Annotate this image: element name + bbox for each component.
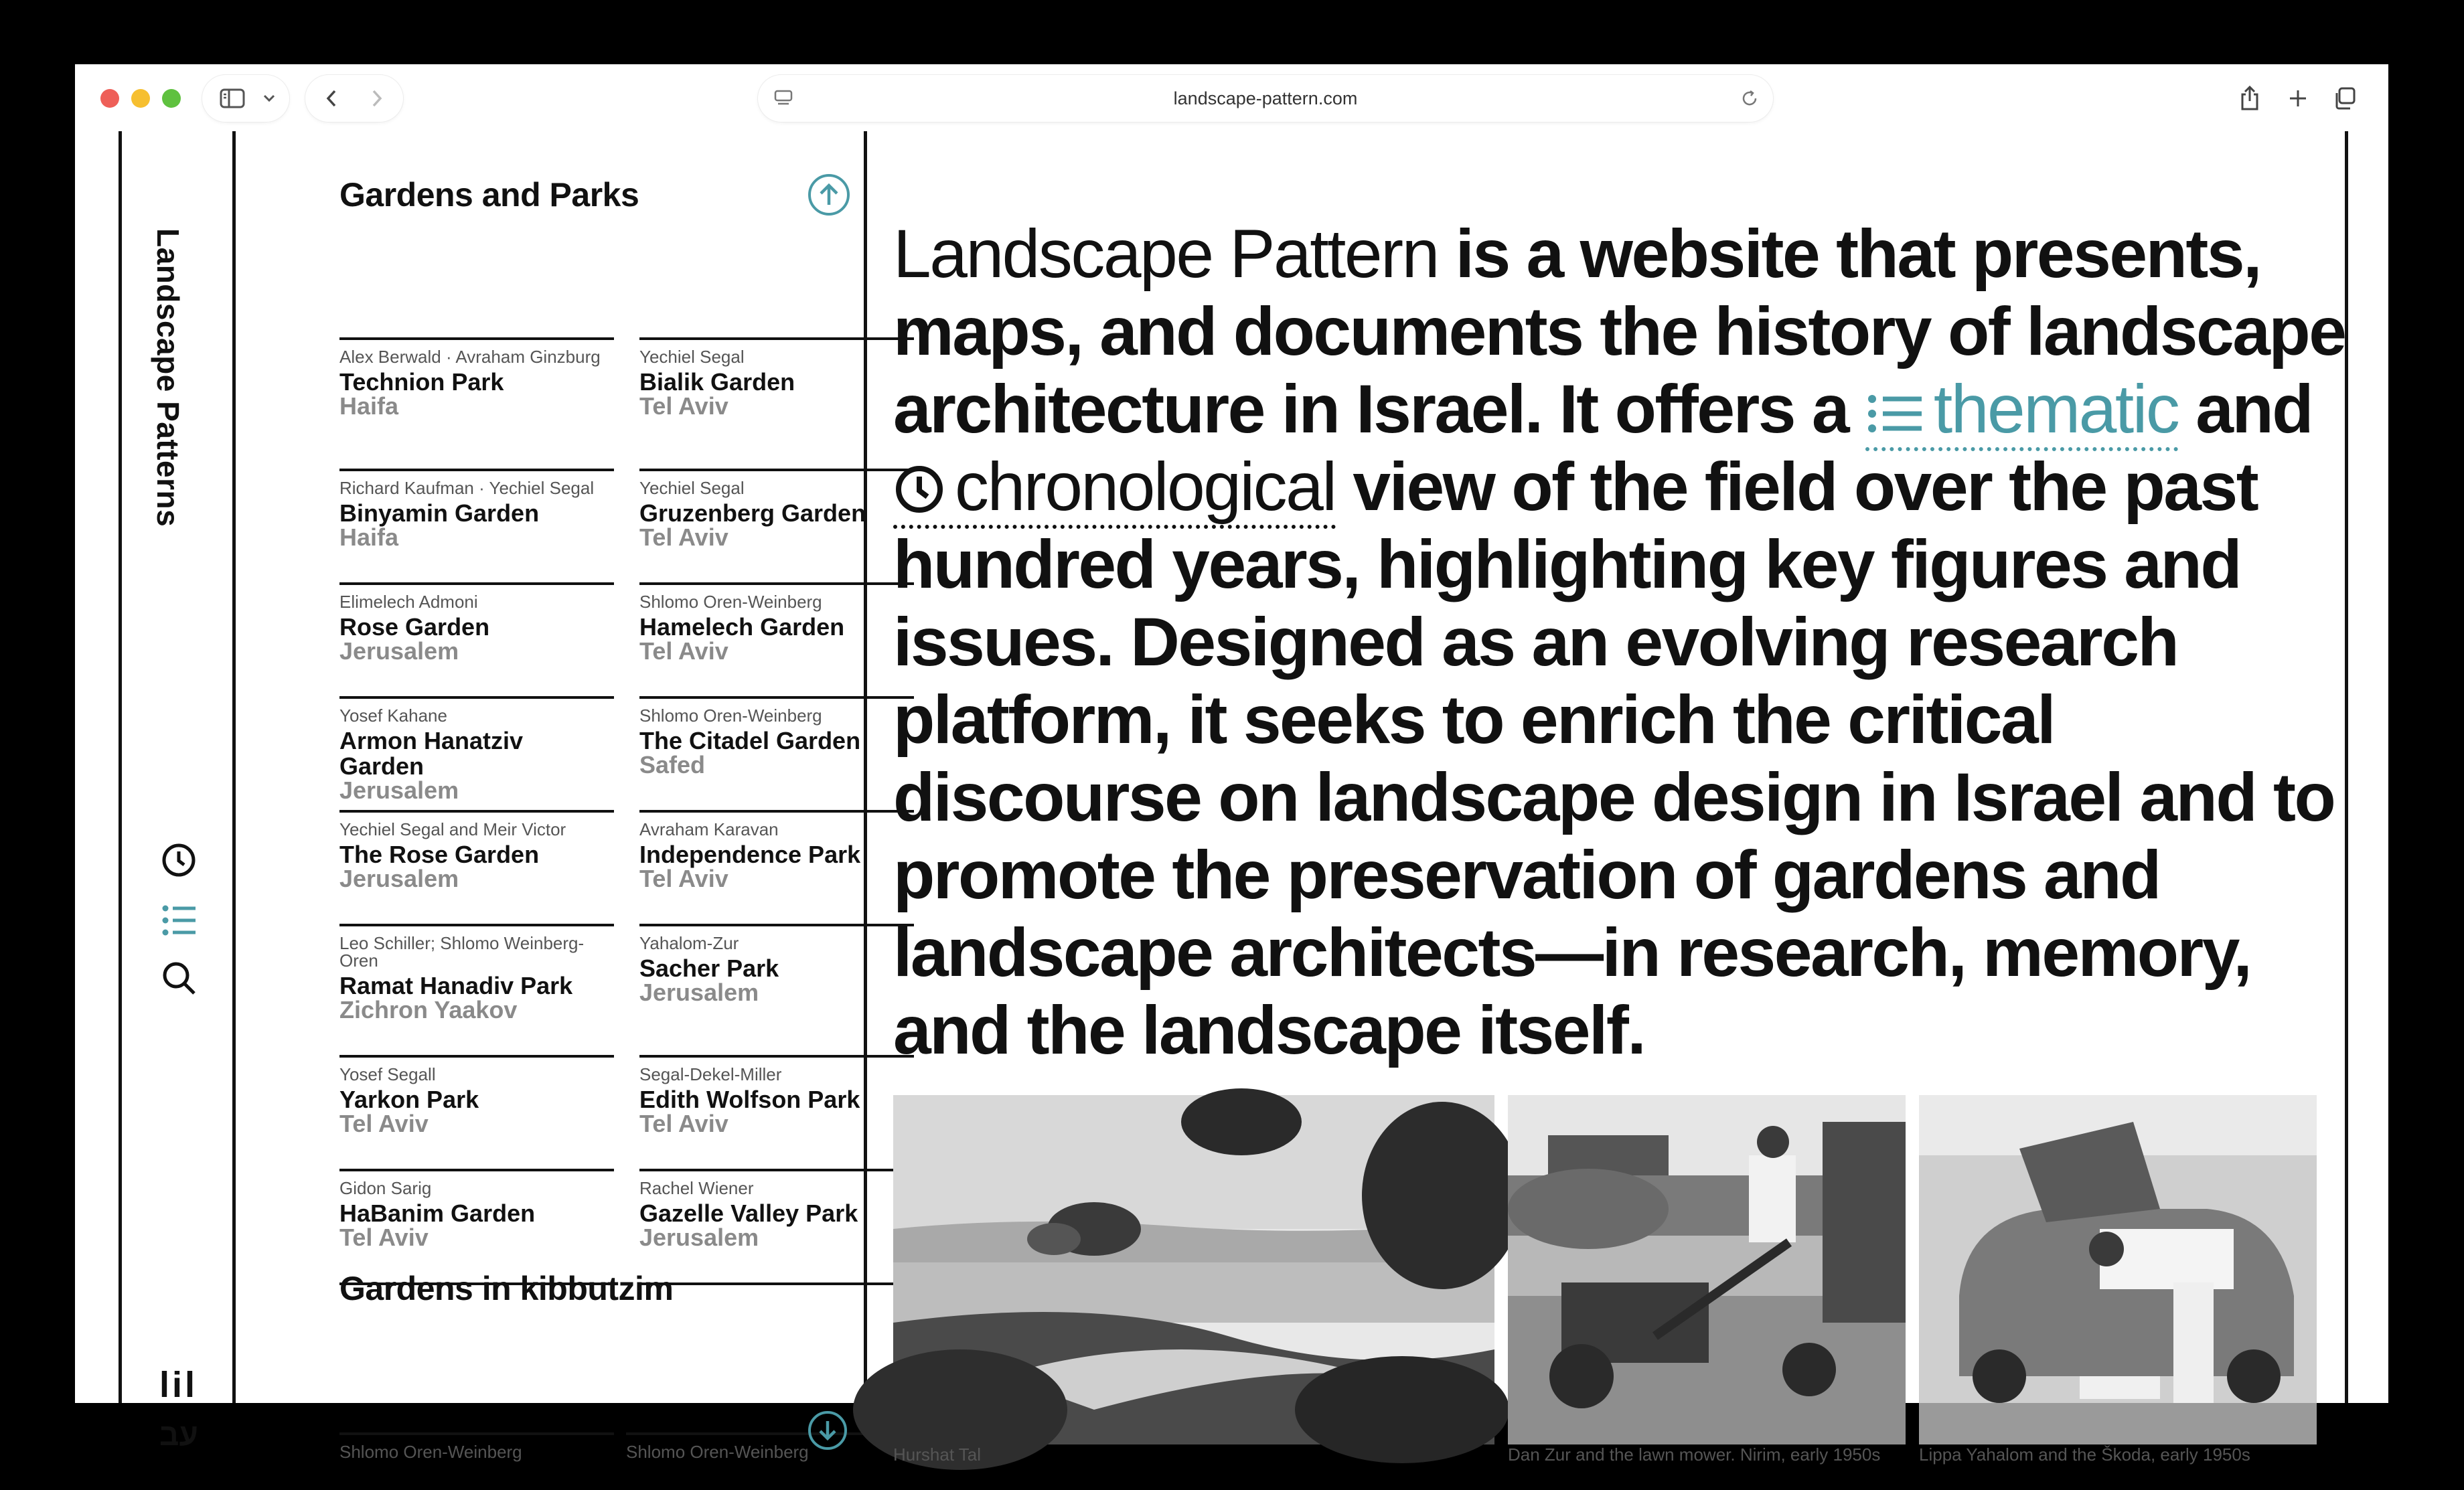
photo-caption: Lippa Yahalom and the Škoda, early 1950s (1919, 1444, 2250, 1465)
sidebar-toggle-group (202, 75, 289, 122)
language-english[interactable]: lil (159, 1365, 198, 1405)
item-city: Tel Aviv (639, 1110, 728, 1137)
list-item[interactable] (339, 469, 614, 549)
list-item[interactable] (639, 1169, 914, 1249)
item-name: Yarkon Park (339, 1086, 479, 1113)
thematic-label: thematic (1933, 371, 2179, 447)
search-icon[interactable] (159, 959, 198, 997)
intro-text: is a website that presents, maps, and documents the history of landscape architecture in Israel. It offers a (893, 216, 2345, 447)
item-city: Tel Aviv (639, 392, 728, 420)
chronological-view-link[interactable] (893, 448, 1336, 529)
item-name: Hamelech Garden (639, 613, 845, 641)
list-item[interactable] (639, 337, 914, 418)
list-item[interactable] (639, 924, 914, 1004)
photo-lawn-mower[interactable] (1508, 1095, 1906, 1444)
item-city: Zichron Yaakov (339, 996, 518, 1023)
item-name: Edith Wolfson Park (639, 1086, 860, 1113)
item-authors: Yechiel Segal (639, 347, 745, 367)
item-city: Tel Aviv (639, 523, 728, 551)
item-city: Jerusalem (339, 776, 459, 804)
item-name: Rose Garden (339, 613, 490, 641)
item-authors: Rachel Wiener (639, 1178, 754, 1198)
item-authors: Richard Kaufman · Yechiel Segal (339, 478, 595, 498)
item-name: Binyamin Garden (339, 499, 540, 527)
brand-name: Landscape Pattern (893, 216, 1438, 292)
list-item[interactable] (339, 1055, 614, 1135)
item-authors: Shlomo Oren-Weinberg (626, 1442, 809, 1462)
item-name: Gazelle Valley Park (639, 1199, 858, 1227)
item-city: Tel Aviv (339, 1110, 429, 1137)
item-name: Sacher Park (639, 955, 779, 982)
item-city: Tel Aviv (639, 865, 728, 892)
item-city: Tel Aviv (339, 1224, 429, 1251)
item-authors: Elimelech Admoni (339, 592, 478, 612)
item-name: Gruzenberg Garden (639, 499, 866, 527)
list-item[interactable] (339, 924, 614, 1021)
item-authors: Avraham Karavan (639, 819, 779, 839)
item-name: Independence Park (639, 841, 861, 868)
divider (119, 131, 122, 1403)
item-authors: Shlomo Oren-Weinberg (339, 1442, 522, 1462)
gardens-list (264, 131, 874, 1462)
language-hebrew[interactable]: עב (159, 1417, 198, 1452)
photo-caption: Hurshat Tal (893, 1444, 982, 1465)
clock-icon (893, 463, 945, 515)
item-city: Jerusalem (639, 1224, 759, 1251)
history-nav-group (305, 75, 403, 122)
scroll-down-button[interactable] (808, 1411, 847, 1450)
list-item[interactable] (339, 1169, 614, 1249)
list-item[interactable] (339, 337, 614, 418)
new-tab-icon[interactable] (2278, 75, 2318, 122)
intro-paragraph (893, 215, 2353, 1069)
list-item[interactable] (639, 469, 914, 549)
photo-skoda[interactable] (1919, 1095, 2317, 1444)
item-name: Bialik Garden (639, 368, 795, 396)
list-item[interactable] (339, 582, 614, 663)
item-authors: Yechiel Segal and Meir Victor (339, 819, 566, 839)
list-item[interactable] (339, 810, 614, 890)
item-name: Ramat Hanadiv Park (339, 972, 573, 999)
list-icon[interactable] (159, 901, 198, 940)
intro-text: and (2178, 371, 2313, 447)
site-title-vertical: Landscape Patterns (151, 228, 185, 527)
zoom-window-button[interactable] (162, 89, 181, 108)
section-title: Gardens in kibbutzim (339, 1270, 674, 1307)
list-item[interactable] (626, 1432, 901, 1461)
item-authors: Yahalom-Zur (639, 933, 739, 953)
list-icon (1865, 390, 1924, 438)
item-authors: Yosef Kahane (339, 706, 447, 726)
item-authors: Leo Schiller; Shlomo Weinberg-Oren (339, 933, 585, 971)
item-authors: Yechiel Segal (639, 478, 745, 498)
sidebar-icon[interactable] (209, 75, 256, 122)
item-city: Tel Aviv (639, 637, 728, 665)
close-window-button[interactable] (100, 89, 119, 108)
share-icon[interactable] (2230, 75, 2270, 122)
item-name: Armon Hanatziv Garden (339, 727, 524, 780)
web-page (75, 131, 2388, 1465)
intro-text: view of the field over the past hundred years, highlighting key figures and issues. Designed as an evolving research platform, it seeks to enrich the critical discourse on landscape design in Israel and to promote the preservation of gardens and landscape architects—in research, memory, and the landscape itself. (893, 448, 2335, 1068)
item-authors: Alex Berwald · Avraham Ginzburg (339, 347, 601, 367)
clock-icon[interactable] (159, 841, 198, 880)
item-name: Technion Park (339, 368, 504, 396)
divider (639, 1282, 914, 1285)
url-text: landscape-pattern.com (1173, 88, 1358, 108)
item-city: Haifa (339, 523, 399, 551)
item-name: HaBanim Garden (339, 1199, 536, 1227)
list-item[interactable] (339, 696, 614, 802)
item-authors: Shlomo Oren-Weinberg (639, 592, 822, 612)
item-name: The Rose Garden (339, 841, 540, 868)
browser-window (75, 64, 2388, 1465)
item-city: Haifa (339, 392, 399, 420)
item-city: Jerusalem (639, 979, 759, 1006)
minimize-window-button[interactable] (131, 89, 150, 108)
item-name: The Citadel Garden (639, 727, 861, 754)
list-item[interactable] (639, 1055, 914, 1135)
list-item[interactable] (639, 696, 914, 776)
chronological-label: chronological (955, 448, 1336, 525)
tabs-icon[interactable] (2325, 75, 2365, 122)
item-city: Jerusalem (339, 637, 459, 665)
chevron-down-icon[interactable] (256, 75, 283, 122)
thematic-view-link[interactable] (1865, 371, 2179, 451)
address-bar[interactable] (758, 75, 1773, 122)
reload-icon[interactable] (1740, 88, 1760, 112)
list-item[interactable] (639, 582, 914, 663)
item-authors: Segal-Dekel-Miller (639, 1064, 782, 1084)
browser-toolbar (75, 64, 2388, 131)
forward-icon[interactable] (355, 75, 399, 122)
item-city: Safed (639, 751, 706, 778)
scroll-up-button[interactable] (808, 174, 850, 216)
back-icon[interactable] (309, 75, 354, 122)
photo-hurshat-tal[interactable] (893, 1095, 1494, 1444)
section-heading (339, 1269, 673, 1308)
list-item[interactable] (639, 810, 914, 890)
item-authors: Gidon Sarig (339, 1178, 432, 1198)
section-heading: Gardens and Parks (339, 176, 639, 214)
item-city: Jerusalem (339, 865, 459, 892)
photo-caption: Dan Zur and the lawn mower. Nirim, early 1950s (1508, 1444, 1881, 1465)
item-authors: Yosef Segall (339, 1064, 436, 1084)
list-item[interactable] (339, 1432, 614, 1461)
divider (232, 131, 236, 1403)
item-authors: Shlomo Oren-Weinberg (639, 706, 822, 726)
